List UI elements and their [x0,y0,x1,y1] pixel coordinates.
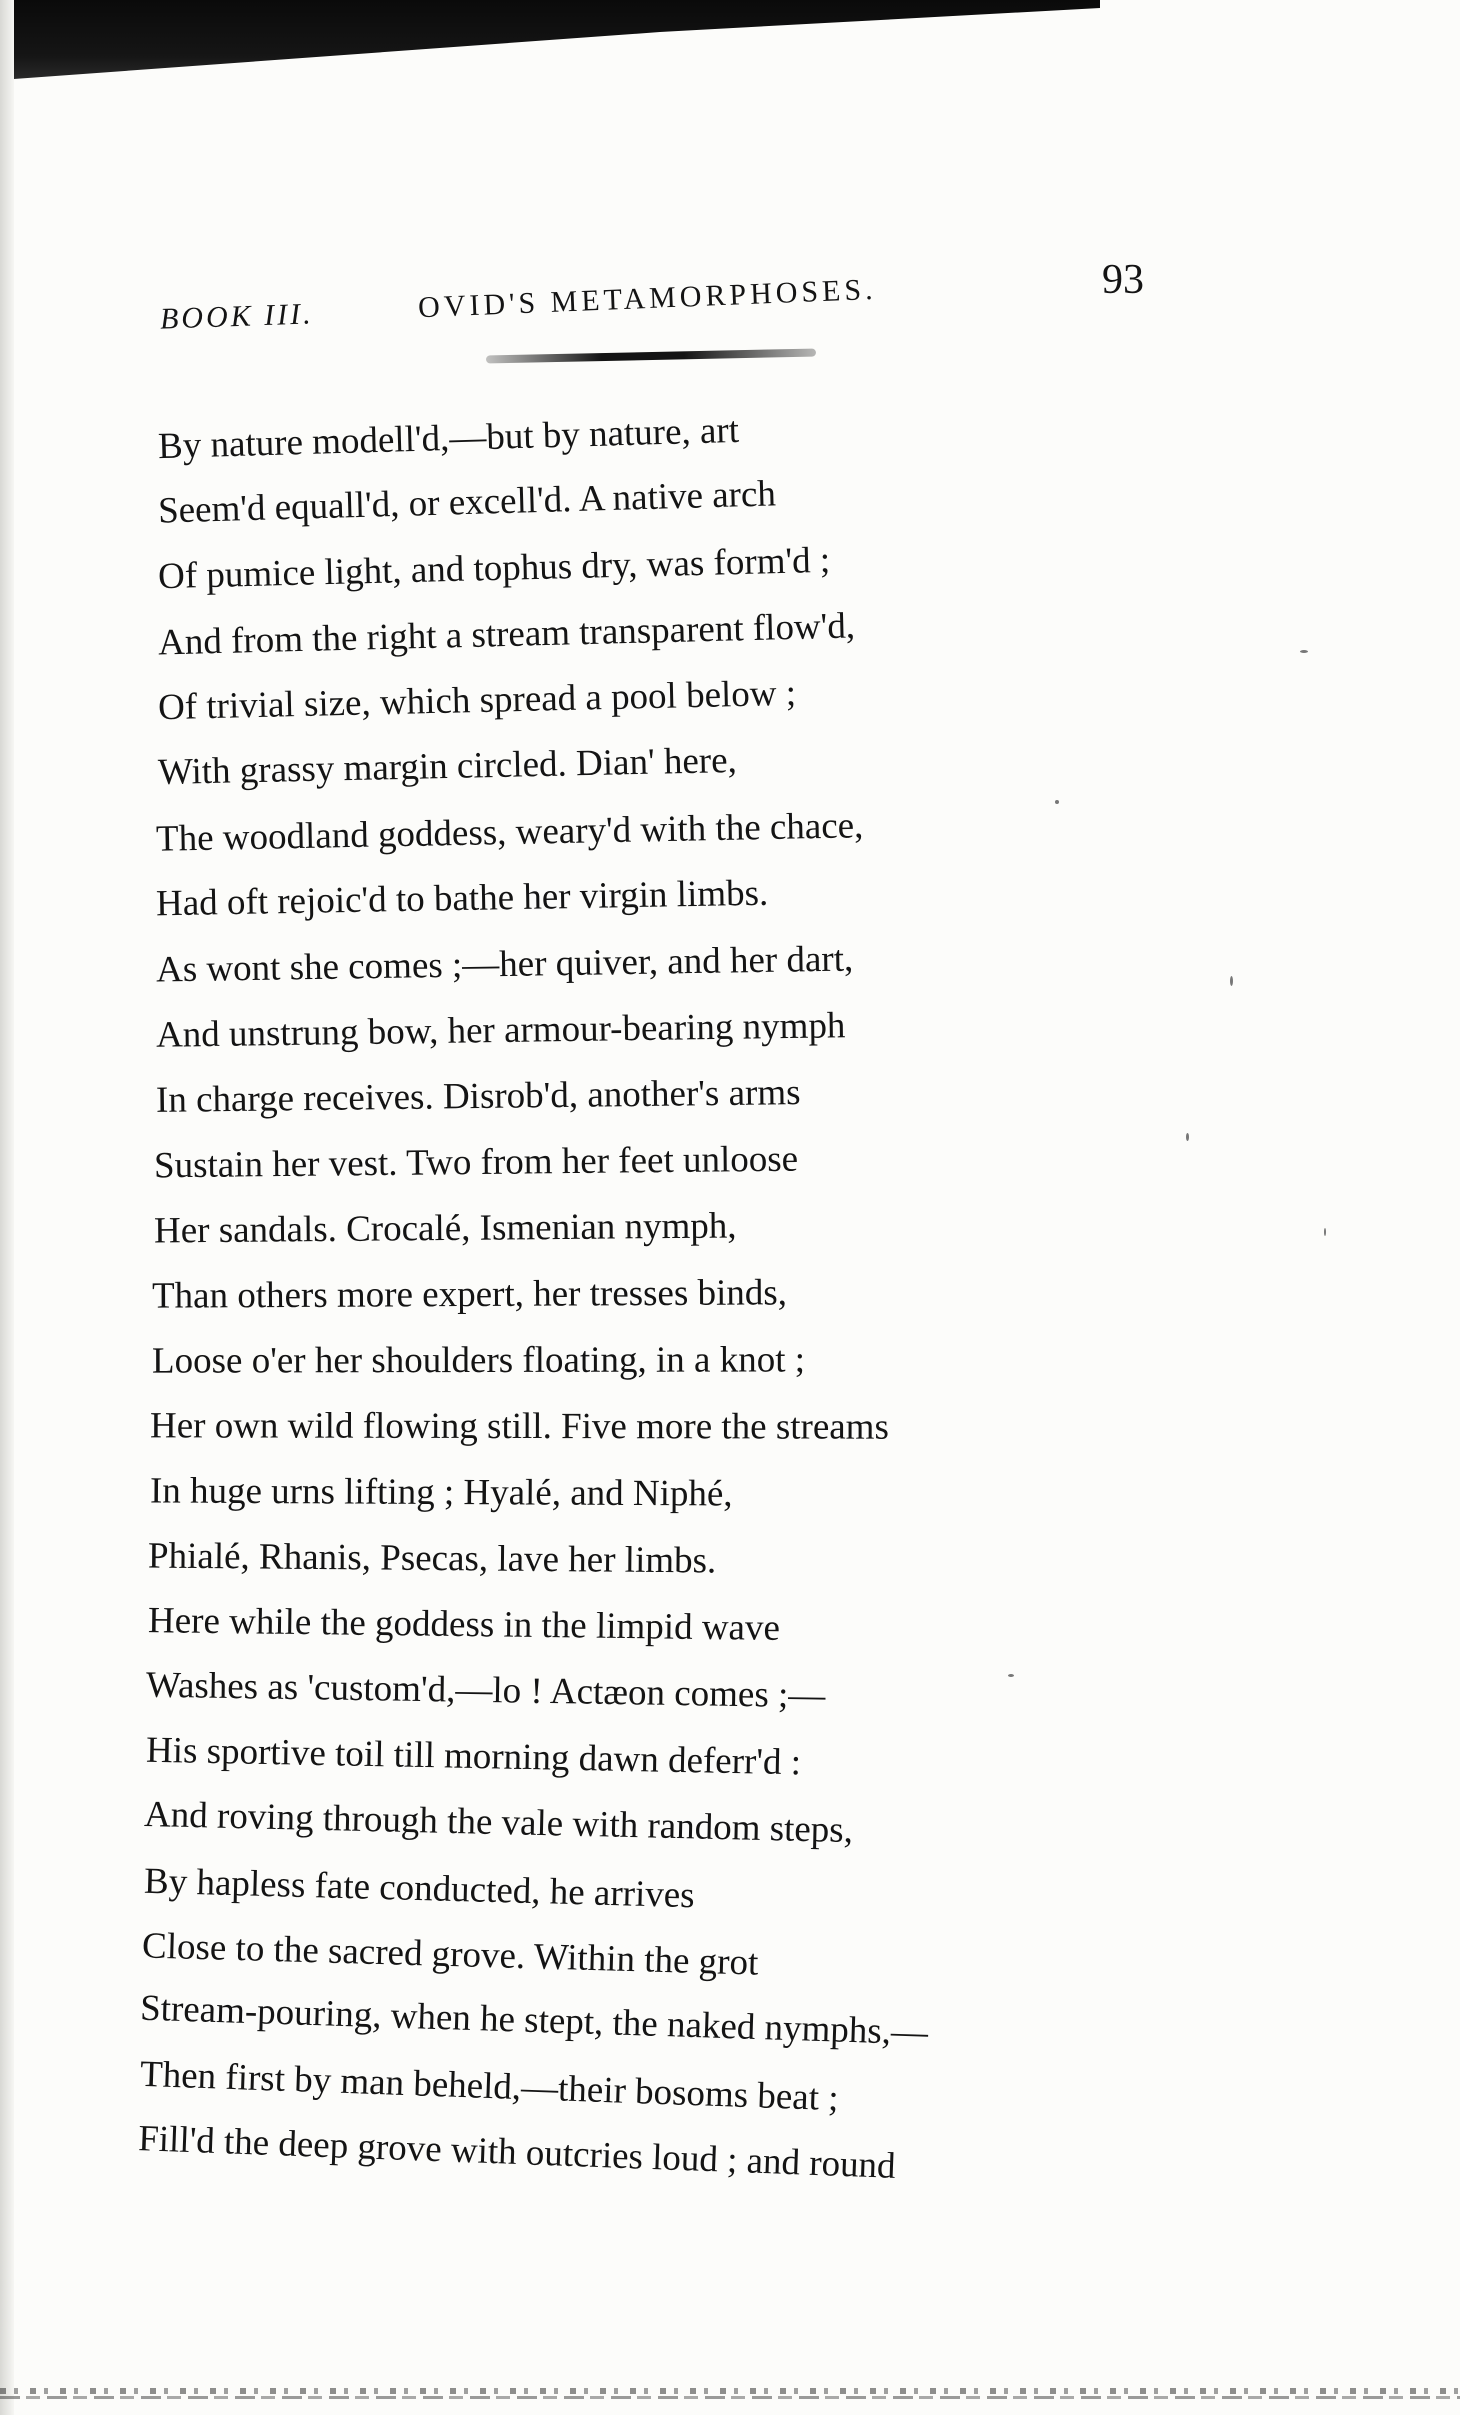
verse-line: By hapless fate conducted, he arrives [143,1860,696,1917]
verse-line: Close to the sacred grove. Within the grot [141,1925,759,1984]
verse-line: Her own wild flowing still. Five more the streams [149,1405,889,1448]
book-label: BOOK III. [159,297,315,336]
verse-line: Than others more expert, her tresses binds, [151,1272,788,1317]
scan-bottom-noise [0,2396,1460,2399]
page-number: 93 [1102,257,1144,303]
verse-line: With grassy margin circled. Dian' here, [157,739,738,794]
verse-line: Then first by man beheld,—their bosoms beat ; [139,2053,840,2120]
verse-line: As wont she comes ;—her quiver, and her dart, [155,938,854,991]
verse-line: Here while the goddess in the limpid wave [147,1600,781,1649]
verse-line: The woodland goddess, weary'd with the chace, [155,805,864,860]
verse-line: And unstrung bow, her armour-bearing nymph [155,1005,846,1056]
verse-line: Washes as 'custom'd,—lo ! Actæon comes ;— [145,1664,826,1717]
scan-speck [1230,976,1233,986]
verse-line: Had oft rejoic'd to bathe her virgin limbs. [155,872,769,925]
verse-line: By nature modell'd,—but by nature, art [157,409,740,468]
verse-line: Her sandals. Crocalé, Ismenian nymph, [153,1205,737,1252]
verse-line: In charge receives. Disrob'd, another's arms [155,1072,801,1121]
verse-line: Phialé, Rhanis, Psecas, lave her limbs. [147,1535,717,1582]
scan-speck [1324,1228,1326,1236]
verse-line: Of trivial size, which spread a pool below ; [157,672,797,729]
verse-line: His sportive toil till morning dawn deferr'd : [145,1729,802,1784]
verse-line: Loose o'er her shoulders floating, in a knot ; [151,1339,806,1382]
verse-line: Sustain her vest. Two from her feet unloose [153,1138,799,1187]
verse-line: Fill'd the deep grove with outcries loud ; and round [137,2118,897,2187]
verse-line: In huge urns lifting ; Hyalé, and Niphé, [149,1470,733,1515]
verse-line: And from the right a stream transparent flow'd, [157,605,856,664]
scan-speck [1008,1674,1014,1677]
scan-bottom-noise [0,2388,1460,2394]
verse-line: Of pumice light, and tophus dry, was form'd ; [157,539,831,598]
verse-line: Seem'd equall'd, or excell'd. A native arch [157,473,777,532]
scan-speck [1186,1133,1189,1141]
scan-speck [1055,800,1059,804]
verse-line: And roving through the vale with random steps, [143,1793,854,1852]
verse-line: Stream-pouring, when he stept, the naked nymphs,— [139,1987,929,2054]
running-title: OVID'S METAMORPHOSES. [417,272,878,325]
scan-speck [1300,650,1308,653]
